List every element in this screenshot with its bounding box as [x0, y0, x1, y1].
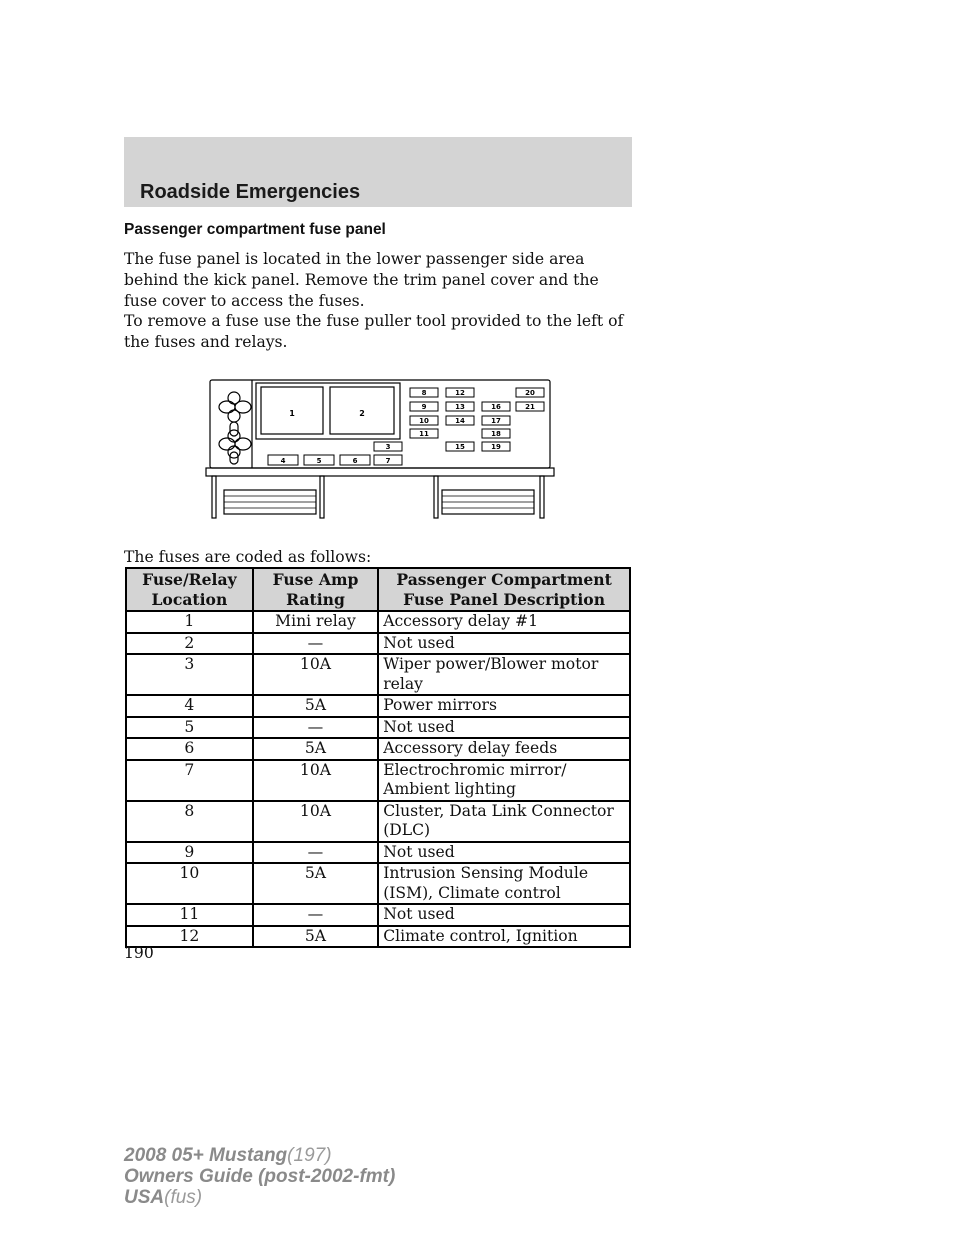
column-header-description: Passenger Compartment Fuse Panel Description	[378, 568, 630, 611]
fuse-label: 15	[455, 443, 465, 451]
cell-location: 1	[126, 611, 253, 633]
fuse-label: 4	[280, 457, 286, 465]
cell-amp: —	[253, 717, 378, 739]
fuse-label: 12	[455, 389, 465, 397]
fuse-label: 9	[421, 403, 427, 411]
fuse-label: 6	[352, 457, 358, 465]
table-row	[126, 611, 630, 633]
cell-amp: —	[253, 633, 378, 655]
paragraph-coding: The fuses are coded as follows:	[124, 548, 372, 566]
fuse-label: 17	[491, 417, 501, 425]
cell-description: Wiper power/Blower motor relay	[378, 654, 630, 695]
fuse-label: 18	[491, 430, 501, 438]
table-row	[126, 760, 630, 801]
page-header-title: Roadside Emergencies	[140, 181, 361, 203]
fuse-label: 16	[491, 403, 501, 411]
cell-amp: 5A	[253, 926, 378, 948]
column-header-location: Fuse/Relay Location	[126, 568, 253, 611]
cell-description: Cluster, Data Link Connector (DLC)	[378, 801, 630, 842]
fuse-label: 13	[455, 403, 465, 411]
table-row	[126, 842, 630, 864]
cell-amp: 10A	[253, 654, 378, 695]
cell-amp: —	[253, 904, 378, 926]
cell-description: Electrochromic mirror/ Ambient lighting	[378, 760, 630, 801]
fuse-label: 7	[385, 457, 391, 465]
cell-description: Not used	[378, 842, 630, 864]
cell-location: 9	[126, 842, 253, 864]
cell-description: Climate control, Ignition	[378, 926, 630, 948]
fuse-label: 5	[316, 457, 322, 465]
cell-amp: 5A	[253, 863, 378, 904]
relay-label: 2	[359, 409, 365, 418]
relay-label: 1	[289, 409, 295, 418]
footer-market-code: (fus)	[164, 1187, 203, 1208]
fuse-puller-tool-icon	[219, 392, 251, 464]
cell-location: 8	[126, 801, 253, 842]
cell-location: 10	[126, 863, 253, 904]
cell-location: 3	[126, 654, 253, 695]
cell-description: Not used	[378, 633, 630, 655]
fuse-label: 3	[385, 443, 391, 451]
column-header-amp-rating: Fuse Amp Rating	[253, 568, 378, 611]
cell-location: 5	[126, 717, 253, 739]
fuse-label: 20	[525, 389, 535, 397]
table-row	[126, 904, 630, 926]
cell-amp: —	[253, 842, 378, 864]
table-row	[126, 801, 630, 842]
cell-location: 7	[126, 760, 253, 801]
document-footer	[124, 1145, 395, 1208]
cell-amp: 10A	[253, 801, 378, 842]
fuse-panel-diagram	[200, 378, 564, 524]
cell-amp: 5A	[253, 738, 378, 760]
cell-description: Not used	[378, 717, 630, 739]
section-heading: Passenger compartment fuse panel	[124, 221, 386, 238]
paragraph-location: The fuse panel is located in the lower passenger side area behind the kick panel. Remove the trim panel cover and the fuse cover to access the fuses.	[124, 250, 599, 310]
page-number: 190	[124, 944, 154, 962]
cell-amp: Mini relay	[253, 611, 378, 633]
fuse-label: 21	[525, 403, 535, 411]
footer-page-code: (197)	[287, 1145, 332, 1166]
fuse-label: 19	[491, 443, 501, 451]
footer-market: USA	[124, 1187, 165, 1208]
paragraph-removal: To remove a fuse use the fuse puller tool provided to the left of the fuses and relays.	[124, 312, 624, 351]
table-row	[126, 717, 630, 739]
fuse-table	[125, 567, 631, 948]
table-row	[126, 863, 630, 904]
cell-location: 11	[126, 904, 253, 926]
fuse-label: 11	[419, 430, 429, 438]
cell-location: 2	[126, 633, 253, 655]
fuse-label: 10	[419, 417, 429, 425]
cell-location: 6	[126, 738, 253, 760]
table-row	[126, 633, 630, 655]
cell-description: Intrusion Sensing Module (ISM), Climate control	[378, 863, 630, 904]
cell-description: Accessory delay feeds	[378, 738, 630, 760]
cell-description: Not used	[378, 904, 630, 926]
fuse-label: 14	[455, 417, 465, 425]
table-header-row	[126, 568, 630, 611]
table-row	[126, 926, 630, 948]
cell-description: Accessory delay #1	[378, 611, 630, 633]
table-row	[126, 695, 630, 717]
footer-guide: Owners Guide (post-2002-fmt)	[124, 1166, 396, 1187]
table-row	[126, 738, 630, 760]
cell-amp: 5A	[253, 695, 378, 717]
cell-description: Power mirrors	[378, 695, 630, 717]
table-row	[126, 654, 630, 695]
fuse-label: 8	[421, 389, 427, 397]
cell-location: 12	[126, 926, 253, 948]
footer-model: 2008 05+ Mustang	[124, 1145, 288, 1166]
cell-amp: 10A	[253, 760, 378, 801]
cell-location: 4	[126, 695, 253, 717]
